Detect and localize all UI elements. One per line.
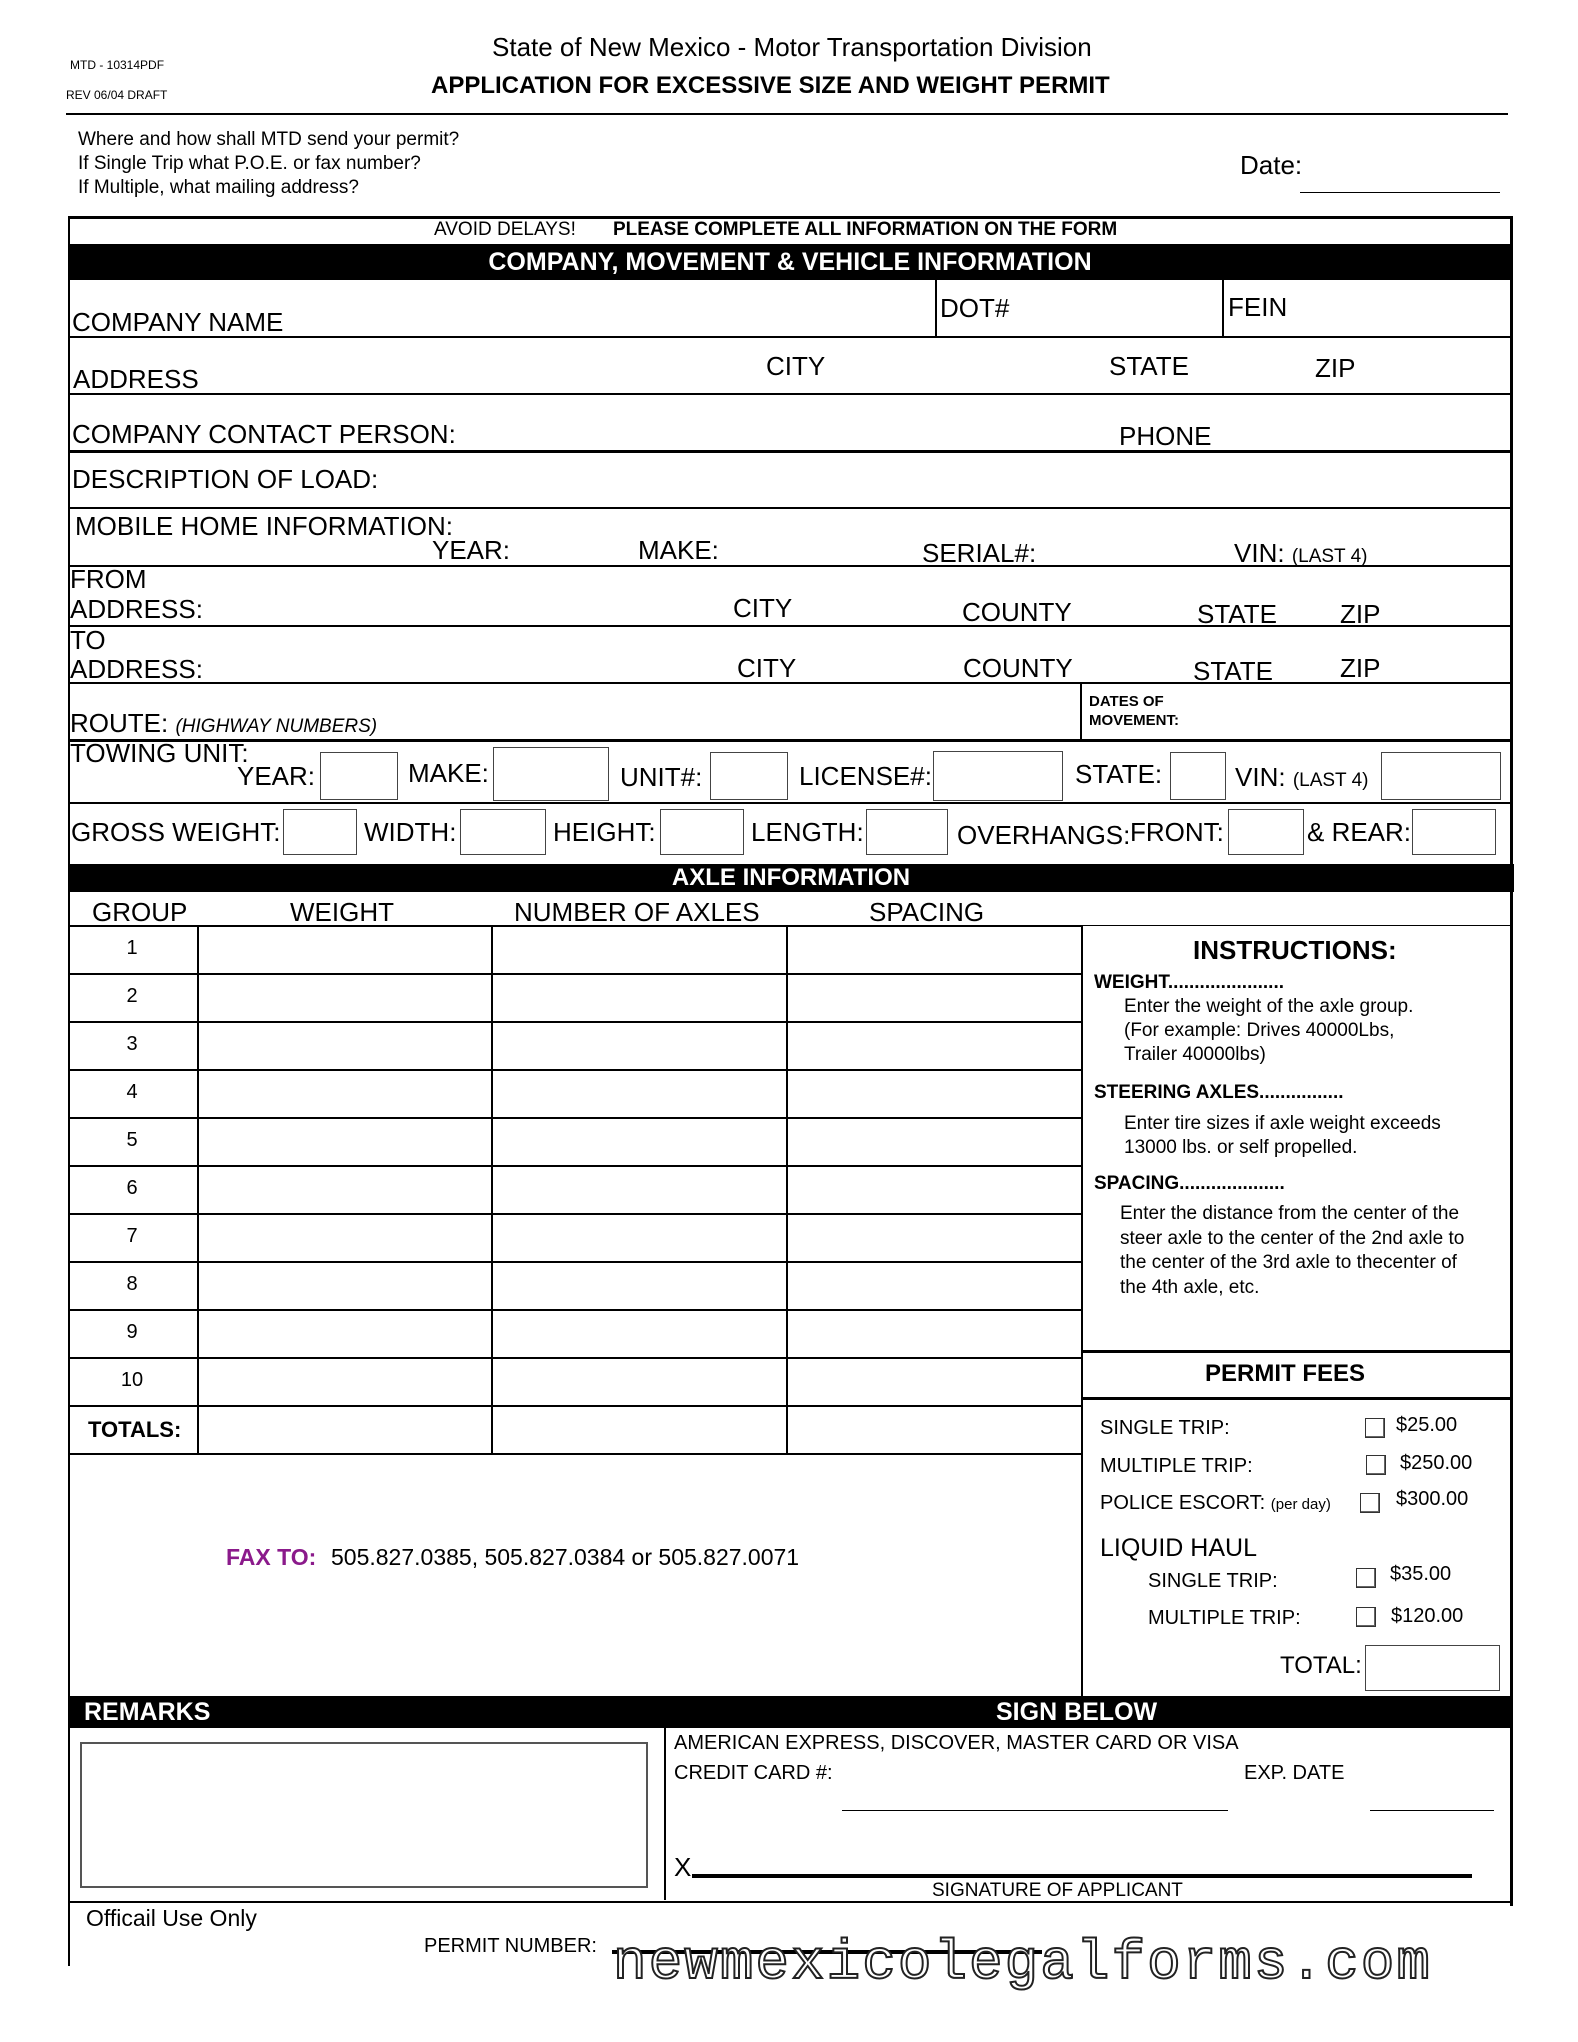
instr-weight-line: Trailer 40000lbs) — [1124, 1044, 1266, 1065]
address-label: ADDRESS — [73, 364, 199, 394]
city-label: CITY — [766, 351, 826, 381]
remarks-title: REMARKS — [84, 1698, 211, 1726]
axle-section-title: AXLE INFORMATION — [671, 864, 911, 891]
tow-year-field[interactable] — [320, 752, 398, 800]
instr-steering-line: 13000 lbs. or self propelled. — [1124, 1137, 1358, 1158]
axle-group-number: 5 — [126, 1129, 138, 1151]
fee-multiple-trip-label: MULTIPLE TRIP: — [1100, 1455, 1253, 1477]
tow-make-label: MAKE: — [408, 758, 489, 788]
liquid-haul-label: LIQUID HAUL — [1100, 1534, 1257, 1562]
vin-text: VIN: — [1234, 538, 1285, 568]
row-rule — [1082, 1350, 1512, 1353]
official-use-label: Officail Use Only — [86, 1905, 257, 1931]
fee-per-day-hint: (per day) — [1270, 1496, 1331, 1513]
axle-cell-input[interactable] — [199, 927, 489, 971]
contact-person-label: COMPANY CONTACT PERSON: — [72, 419, 456, 449]
vin-text: VIN: — [1235, 762, 1286, 792]
row-rule — [68, 565, 1512, 567]
instr-spacing-heading: SPACING.................... — [1094, 1173, 1285, 1194]
row-rule — [68, 507, 1512, 509]
instr-steering-heading: STEERING AXLES................ — [1094, 1082, 1344, 1103]
to-label: TO — [70, 625, 106, 655]
axle-group-number: 7 — [126, 1225, 138, 1247]
axle-cell-input[interactable] — [493, 927, 784, 971]
axle-cell-input[interactable] — [493, 1071, 784, 1115]
liquid-single-trip-checkbox[interactable] — [1356, 1568, 1376, 1588]
gross-weight-label: GROSS WEIGHT: — [71, 817, 281, 847]
tow-vin-label — [1235, 762, 1369, 793]
agency-name: State of New Mexico - Motor Transportation Division — [492, 32, 1092, 62]
mh-serial-label: SERIAL#: — [922, 538, 1037, 568]
row-rule — [68, 682, 1512, 684]
from-label: FROM — [70, 564, 147, 594]
instr-weight-heading: WEIGHT...................... — [1094, 972, 1285, 993]
divider — [1222, 280, 1224, 337]
length-field[interactable] — [866, 809, 948, 855]
tow-unit-label: UNIT#: — [620, 762, 703, 792]
row-rule — [1082, 1397, 1512, 1400]
axle-group-number: 6 — [126, 1177, 138, 1199]
fee-multiple-trip-amount: $250.00 — [1400, 1452, 1473, 1474]
fee-police-escort-checkbox[interactable] — [1360, 1493, 1380, 1513]
fee-single-trip-label: SINGLE TRIP: — [1100, 1417, 1230, 1439]
axle-cell-input[interactable] — [199, 1215, 489, 1259]
fee-single-trip-amount: $25.00 — [1396, 1414, 1458, 1436]
fee-escort-text: POLICE ESCORT: — [1100, 1492, 1266, 1514]
vin-last4-hint: (LAST 4) — [1292, 770, 1369, 791]
signature-x-mark: X — [674, 1852, 692, 1882]
divider — [935, 280, 937, 337]
axle-cell-input[interactable] — [788, 927, 1079, 971]
fee-police-escort-label — [1100, 1492, 1331, 1515]
to-address-label: ADDRESS: — [70, 654, 203, 684]
instructions-title: INSTRUCTIONS: — [1193, 935, 1397, 965]
axle-cell-input[interactable] — [788, 1071, 1079, 1115]
axle-cell-input[interactable] — [199, 1119, 489, 1163]
liquid-multiple-trip-checkbox[interactable] — [1356, 1607, 1376, 1627]
axle-cell-input[interactable] — [493, 1119, 784, 1163]
axle-cell-input[interactable] — [788, 1023, 1079, 1067]
axle-cell-input[interactable] — [199, 1311, 489, 1355]
axle-group-number: 4 — [126, 1081, 138, 1103]
axle-cell-input[interactable] — [493, 1215, 784, 1259]
axle-cell-input[interactable] — [199, 1359, 489, 1403]
divider — [664, 1728, 666, 1900]
remarks-textarea[interactable] — [80, 1742, 648, 1888]
form-revision: REV 06/04 DRAFT — [66, 88, 168, 102]
liquid-single-trip-amount: $35.00 — [1390, 1563, 1452, 1585]
row-rule — [68, 450, 1512, 453]
zip-label: ZIP — [1315, 353, 1356, 383]
date-label: Date: — [1240, 150, 1303, 180]
axle-cell-input[interactable] — [199, 1023, 489, 1067]
axle-total-input[interactable] — [788, 1407, 1079, 1451]
company-section-title: COMPANY, MOVEMENT & VEHICLE INFORMATION — [488, 248, 1092, 276]
tow-state-field[interactable] — [1170, 752, 1226, 800]
instr-spacing-line: the center of the 3rd axle to thecenter of — [1120, 1252, 1457, 1273]
to-zip-label: ZIP — [1340, 653, 1381, 683]
fax-numbers: 505.827.0385, 505.827.0384 or 505.827.0071 — [331, 1544, 800, 1570]
exp-date-label: EXP. DATE — [1244, 1762, 1345, 1784]
permit-number-label: PERMIT NUMBER: — [424, 1935, 597, 1957]
from-zip-label: ZIP — [1340, 599, 1381, 629]
permit-fees-title: PERMIT FEES — [1205, 1360, 1366, 1387]
overhang-front-field[interactable] — [1228, 809, 1304, 855]
route-text: ROUTE: — [70, 708, 169, 738]
exp-date-field[interactable] — [1370, 1810, 1494, 1811]
axle-group-number: 2 — [126, 985, 138, 1007]
mh-make-label: MAKE: — [638, 535, 719, 565]
axle-cell-input[interactable] — [199, 1071, 489, 1115]
watermark-text: newmexicolegalforms.com — [613, 1931, 1432, 1995]
axle-cell-input[interactable] — [788, 1359, 1079, 1403]
axle-cell-input[interactable] — [788, 1167, 1079, 1211]
axle-header-number: NUMBER OF AXLES — [514, 897, 760, 927]
instr-spacing-line: the 4th axle, etc. — [1120, 1277, 1260, 1298]
axle-cell-input[interactable] — [493, 1023, 784, 1067]
width-field[interactable] — [460, 809, 546, 855]
to-state-label: STATE — [1193, 656, 1273, 686]
overhang-front-label: FRONT: — [1130, 817, 1224, 847]
divider — [1080, 682, 1082, 740]
from-city-label: CITY — [733, 593, 793, 623]
tow-make-field[interactable] — [493, 747, 609, 801]
dates-label-1: DATES OF — [1089, 693, 1164, 710]
axle-row-rule — [68, 1453, 1081, 1455]
instr-weight-line: Enter the weight of the axle group. — [1124, 996, 1414, 1017]
height-field[interactable] — [660, 809, 744, 855]
axle-cell-input[interactable] — [788, 1263, 1079, 1307]
header-rule — [66, 113, 1508, 115]
state-label: STATE — [1109, 351, 1189, 381]
phone-label: PHONE — [1119, 421, 1212, 451]
axle-cell-input[interactable] — [493, 1167, 784, 1211]
instr-spacing-line: Enter the distance from the center of the — [1120, 1203, 1460, 1224]
axle-cell-input[interactable] — [493, 975, 784, 1019]
axle-section-bar — [68, 864, 1514, 892]
axle-cell-input[interactable] — [493, 1359, 784, 1403]
axle-total-input[interactable] — [199, 1407, 489, 1451]
mh-year-label: YEAR: — [432, 535, 511, 565]
vin-last4-hint: (LAST 4) — [1291, 546, 1368, 567]
signature-field[interactable] — [692, 1874, 1472, 1878]
sign-below-title: SIGN BELOW — [996, 1698, 1158, 1726]
credit-card-label: CREDIT CARD #: — [674, 1762, 833, 1784]
axle-cell-input[interactable] — [199, 1167, 489, 1211]
delivery-question-1: Where and how shall MTD send your permit? — [78, 129, 460, 150]
route-hint: (HIGHWAY NUMBERS) — [175, 716, 378, 737]
height-label: HEIGHT: — [553, 817, 656, 847]
axle-cell-input[interactable] — [199, 975, 489, 1019]
overhangs-label: OVERHANGS: — [957, 820, 1131, 850]
accepted-cards-text: AMERICAN EXPRESS, DISCOVER, MASTER CARD OR VISA — [674, 1732, 1239, 1754]
from-state-label: STATE — [1197, 599, 1277, 629]
avoid-delays-label: AVOID DELAYS! — [434, 219, 576, 240]
divider — [1081, 925, 1083, 1697]
to-city-label: CITY — [737, 653, 797, 683]
row-rule — [1082, 925, 1512, 926]
gross-weight-field[interactable] — [283, 809, 357, 855]
axle-header-weight: WEIGHT — [290, 897, 394, 927]
liquid-single-trip-label: SINGLE TRIP: — [1148, 1570, 1278, 1592]
delivery-question-2: If Single Trip what P.O.E. or fax number? — [78, 153, 421, 174]
tow-vin-field[interactable] — [1381, 752, 1501, 800]
overhang-rear-field[interactable] — [1412, 809, 1496, 855]
axle-group-number: 10 — [120, 1369, 144, 1391]
axle-group-number: 3 — [126, 1033, 138, 1055]
overhang-rear-label: & REAR: — [1307, 817, 1412, 847]
row-rule — [68, 336, 1512, 338]
liquid-multiple-trip-label: MULTIPLE TRIP: — [1148, 1607, 1301, 1629]
liquid-multiple-trip-amount: $120.00 — [1391, 1605, 1464, 1627]
signature-label: SIGNATURE OF APPLICANT — [932, 1880, 1183, 1901]
company-name-label: COMPANY NAME — [72, 307, 284, 337]
tow-state-label: STATE: — [1075, 759, 1163, 789]
route-label — [70, 708, 377, 739]
tow-license-field[interactable] — [933, 751, 1063, 801]
fax-label: FAX TO: — [226, 1544, 317, 1570]
row-rule — [68, 625, 1512, 627]
axle-cell-input[interactable] — [493, 1311, 784, 1355]
fein-label: FEIN — [1228, 292, 1288, 322]
tow-license-label: LICENSE#: — [799, 761, 932, 791]
form-code: MTD - 10314PDF — [70, 58, 165, 72]
fee-police-escort-amount: $300.00 — [1396, 1488, 1469, 1510]
row-rule — [68, 393, 1512, 395]
axle-cell-input[interactable] — [493, 1263, 784, 1307]
credit-card-field[interactable] — [842, 1810, 1228, 1811]
axle-cell-input[interactable] — [788, 1119, 1079, 1163]
fee-multiple-trip-checkbox[interactable] — [1366, 1455, 1386, 1475]
date-field[interactable] — [1300, 192, 1500, 193]
form-title: APPLICATION FOR EXCESSIVE SIZE AND WEIGHT PERMIT — [431, 72, 1110, 99]
mobile-home-label: MOBILE HOME INFORMATION: — [75, 511, 453, 541]
row-rule — [68, 1901, 1512, 1903]
remarks-sign-bar — [68, 1696, 1512, 1728]
from-county-label: COUNTY — [962, 597, 1072, 627]
width-label: WIDTH: — [364, 817, 457, 847]
length-label: LENGTH: — [751, 817, 864, 847]
axle-cell-input[interactable] — [788, 1215, 1079, 1259]
axle-total-input[interactable] — [493, 1407, 784, 1451]
axle-cell-input[interactable] — [199, 1263, 489, 1307]
axle-cell-input[interactable] — [788, 975, 1079, 1019]
axle-header-spacing: SPACING — [869, 897, 985, 927]
company-section-bar — [68, 244, 1512, 280]
fee-total-label: TOTAL: — [1280, 1652, 1362, 1679]
row-rule — [68, 739, 1512, 742]
instr-spacing-line: steer axle to the center of the 2nd axle to — [1120, 1228, 1465, 1249]
axle-group-number: 9 — [126, 1321, 138, 1343]
load-description-label: DESCRIPTION OF LOAD: — [72, 464, 379, 494]
tow-unit-field[interactable] — [710, 752, 788, 800]
tow-year-label: YEAR: — [237, 761, 316, 791]
axle-cell-input[interactable] — [788, 1311, 1079, 1355]
dates-label-2: MOVEMENT: — [1089, 712, 1179, 729]
delivery-question-3: If Multiple, what mailing address? — [78, 177, 359, 198]
instr-steering-line: Enter tire sizes if axle weight exceeds — [1124, 1113, 1441, 1134]
form-right-border — [1510, 216, 1513, 1906]
complete-all-notice: PLEASE COMPLETE ALL INFORMATION ON THE FORM — [613, 219, 1118, 240]
axle-group-number: 1 — [126, 937, 138, 959]
to-county-label: COUNTY — [963, 653, 1073, 683]
fee-total-field[interactable] — [1365, 1645, 1500, 1691]
axle-header-group: GROUP — [92, 897, 188, 927]
fee-single-trip-checkbox[interactable] — [1365, 1418, 1385, 1438]
instr-weight-line: (For example: Drives 40000Lbs, — [1124, 1020, 1395, 1041]
axle-totals-label: TOTALS: — [88, 1417, 182, 1442]
axle-group-number: 8 — [126, 1273, 138, 1295]
from-address-label: ADDRESS: — [70, 594, 203, 624]
towing-unit-label: TOWING UNIT: — [70, 738, 249, 768]
row-rule — [68, 802, 1512, 804]
dot-number-label: DOT# — [940, 293, 1010, 323]
